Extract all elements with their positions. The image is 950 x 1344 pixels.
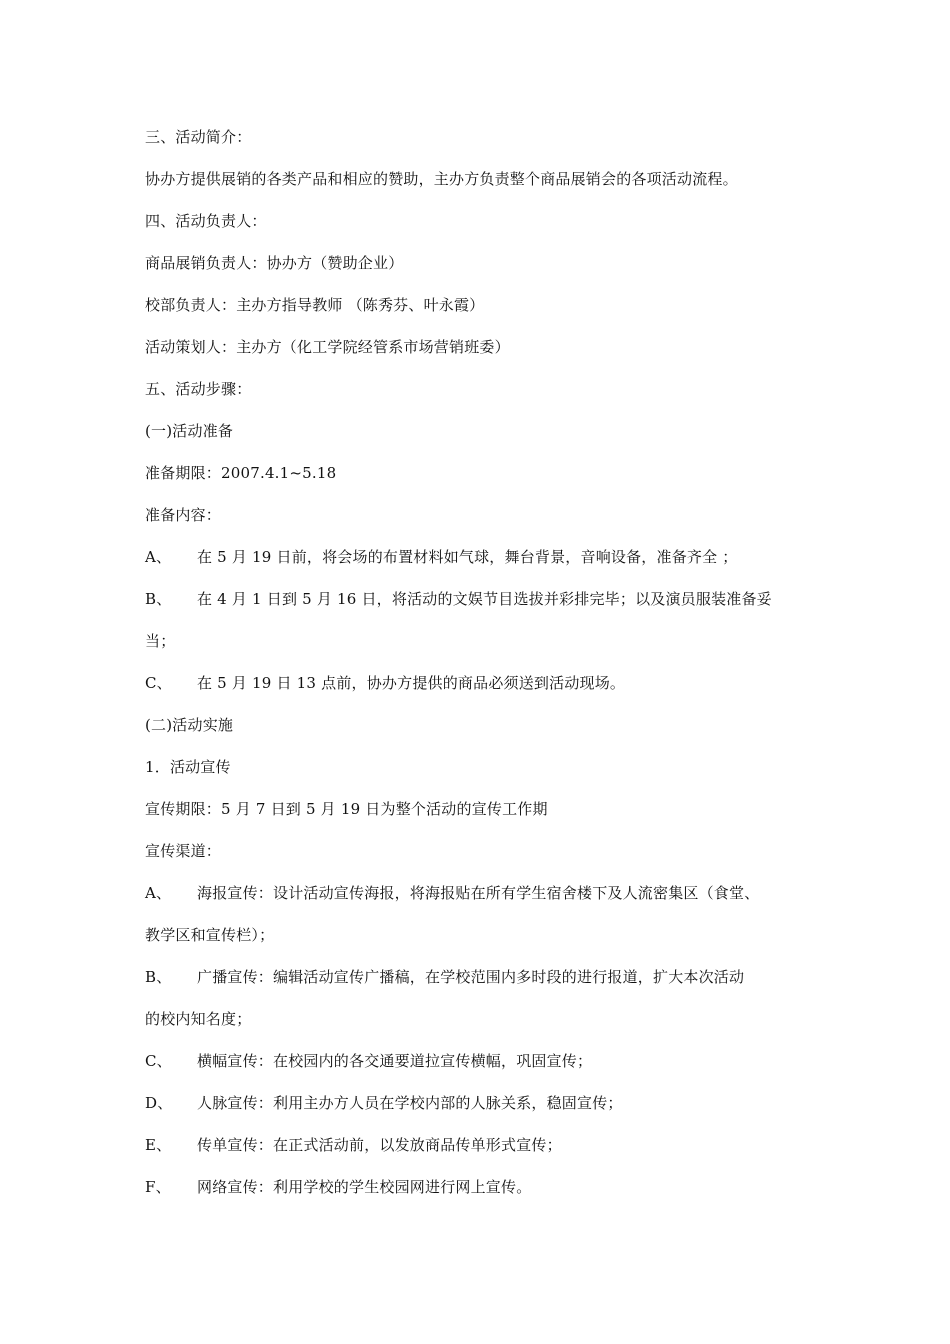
prep-item-c-text: 在 5 月 19 日 13 点前，协办方提供的商品必须送到活动现场。 <box>197 674 626 692</box>
preparation-content-label: 准备内容： <box>145 506 222 524</box>
promo-item-f-label: F、 <box>145 1178 171 1196</box>
promotion-period: 宣传期限：5 月 7 日到 5 月 19 日为整个活动的宣传工作期 <box>145 800 548 818</box>
prep-item-b-continuation: 当； <box>145 632 176 650</box>
promo-item-a-text: 海报宣传：设计活动宣传海报，将海报贴在所有学生宿舍楼下及人流密集区（食堂、 <box>197 884 760 902</box>
prep-item-b-text: 在 4 月 1 日到 5 月 16 日，将活动的文娱节目选拔并彩排完毕；以及演员服装准备妥 <box>197 590 772 608</box>
promo-item-d <box>145 1090 810 1132</box>
promo-item-e-text: 传单宣传：在正式活动前，以发放商品传单形式宣传； <box>197 1136 562 1154</box>
promo-item-f-text: 网络宣传：利用学校的学生校园网进行网上宣传。 <box>197 1178 532 1196</box>
owner-line-planner: 活动策划人：主办方（化工学院经管系市场营销班委） <box>145 338 510 356</box>
subheading-promotion: 1．活动宣传 <box>145 758 231 776</box>
subheading-preparation: (一)活动准备 <box>145 422 234 440</box>
promo-item-e-label: E、 <box>145 1136 172 1154</box>
subheading-implementation: (二)活动实施 <box>145 716 234 734</box>
intro-paragraph: 协办方提供展销的各类产品和相应的赞助，主办方负责整个商品展销会的各项活动流程。 <box>145 170 738 188</box>
promo-item-a <box>145 880 810 922</box>
prep-item-a-text: 在 5 月 19 日前，将会场的布置材料如气球，舞台背景，音响设备，准备齐全 ； <box>197 548 738 566</box>
prep-item-b <box>145 586 810 628</box>
prep-item-c-label: C、 <box>145 674 172 692</box>
promo-item-b-text: 广播宣传：编辑活动宣传广播稿，在学校范围内多时段的进行报道，扩大本次活动 <box>197 968 745 986</box>
promo-item-b-continuation: 的校内知名度； <box>145 1010 252 1028</box>
promo-item-c <box>145 1048 810 1090</box>
promo-item-b-label: B、 <box>145 968 172 986</box>
promo-item-a-continuation: 教学区和宣传栏）； <box>145 926 275 944</box>
document-body <box>145 124 810 1216</box>
section-heading-steps: 五、活动步骤： <box>145 380 252 398</box>
promo-item-f <box>145 1174 810 1216</box>
promo-item-d-text: 人脉宣传：利用主办方人员在学校内部的人脉关系，稳固宣传； <box>197 1094 623 1112</box>
promo-item-c-label: C、 <box>145 1052 172 1070</box>
prep-item-c <box>145 670 810 712</box>
promo-item-a-label: A、 <box>145 884 172 902</box>
promo-item-c-text: 横幅宣传：在校园内的各交通要道拉宣传横幅，巩固宣传； <box>197 1052 593 1070</box>
promo-item-b <box>145 964 810 1006</box>
promotion-channels-label: 宣传渠道： <box>145 842 222 860</box>
promo-item-d-label: D、 <box>145 1094 173 1112</box>
promo-item-e <box>145 1132 810 1174</box>
owner-line-exhibition: 商品展销负责人：协办方（赞助企业） <box>145 254 404 272</box>
preparation-period: 准备期限：2007.4.1~5.18 <box>145 464 337 482</box>
owner-line-school: 校部负责人：主办方指导教师 （陈秀芬、叶永霞） <box>145 296 485 314</box>
section-heading-owners: 四、活动负责人： <box>145 212 267 230</box>
prep-item-a <box>145 544 810 586</box>
section-heading-intro: 三、活动简介： <box>145 128 252 146</box>
prep-item-b-label: B、 <box>145 590 172 608</box>
prep-item-a-label: A、 <box>145 548 172 566</box>
